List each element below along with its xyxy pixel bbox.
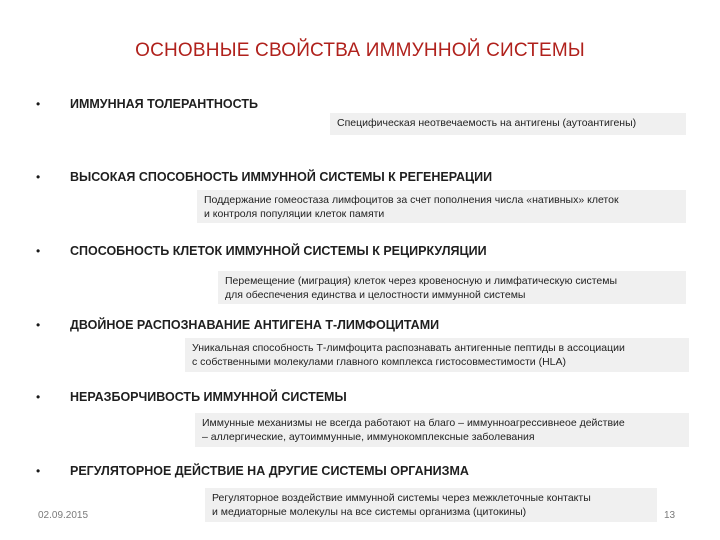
property-description: [197, 190, 686, 223]
property-description: [218, 271, 686, 304]
property-description: [185, 338, 689, 372]
bullet-icon: •: [36, 244, 41, 258]
description-line: и контроля популяции клеток памяти: [204, 208, 385, 220]
property-description: [330, 113, 686, 135]
property-description: [195, 413, 689, 447]
description-line: с собственными молекулами главного комплекса гистосовместимости (HLA): [192, 356, 566, 368]
property-description: [205, 488, 657, 522]
description-line: Специфическая неотвечаемость на антигены (аутоантигены): [337, 117, 637, 129]
bullet-icon: •: [36, 318, 41, 332]
description-line: Иммунные механизмы не всегда работают на благо – иммунноагрессивнеое действие: [202, 417, 625, 429]
slide-date: 02.09.2015: [38, 510, 89, 521]
property-heading: СПОСОБНОСТЬ КЛЕТОК ИММУННОЙ СИСТЕМЫ К РЕЦИРКУЛЯЦИИ: [70, 244, 487, 258]
description-line: Регуляторное воздействие иммунной системы через межклеточные контакты: [212, 492, 591, 504]
description-line: и медиаторные молекулы на все системы организма (цитокины): [212, 506, 527, 518]
slide-number: 13: [664, 510, 676, 521]
property-heading: РЕГУЛЯТОРНОЕ ДЕЙСТВИЕ НА ДРУГИЕ СИСТЕМЫ ОРГАНИЗМА: [70, 464, 469, 478]
property-heading: НЕРАЗБОРЧИВОСТЬ ИММУННОЙ СИСТЕМЫ: [70, 390, 347, 404]
property-heading: ДВОЙНОЕ РАСПОЗНАВАНИЕ АНТИГЕНА Т-ЛИМФОЦИТАМИ: [70, 318, 440, 332]
bullet-icon: •: [36, 170, 41, 184]
property-heading: ИММУННАЯ ТОЛЕРАНТНОСТЬ: [70, 97, 258, 111]
description-line: для обеспечения единства и целостности иммунной системы: [225, 289, 526, 301]
description-line: Уникальная способность Т-лимфоцита распознавать антигенные пептиды в ассоциации: [192, 342, 625, 354]
bullet-icon: •: [36, 97, 41, 111]
bullet-icon: •: [36, 464, 41, 478]
bullet-icon: •: [36, 390, 41, 404]
description-line: – аллергические, аутоиммунные, иммунокомплексные заболевания: [202, 431, 535, 443]
description-line: Перемещение (миграция) клеток через кровеносную и лимфатическую системы: [225, 275, 618, 287]
slide-title: ОСНОВНЫЕ СВОЙСТВА ИММУННОЙ СИСТЕМЫ: [135, 40, 585, 61]
property-heading: ВЫСОКАЯ СПОСОБНОСТЬ ИММУННОЙ СИСТЕМЫ К РЕГЕНЕРАЦИИ: [70, 170, 493, 184]
description-line: Поддержание гомеостаза лимфоцитов за счет пополнения числа «нативных» клеток: [204, 194, 619, 206]
